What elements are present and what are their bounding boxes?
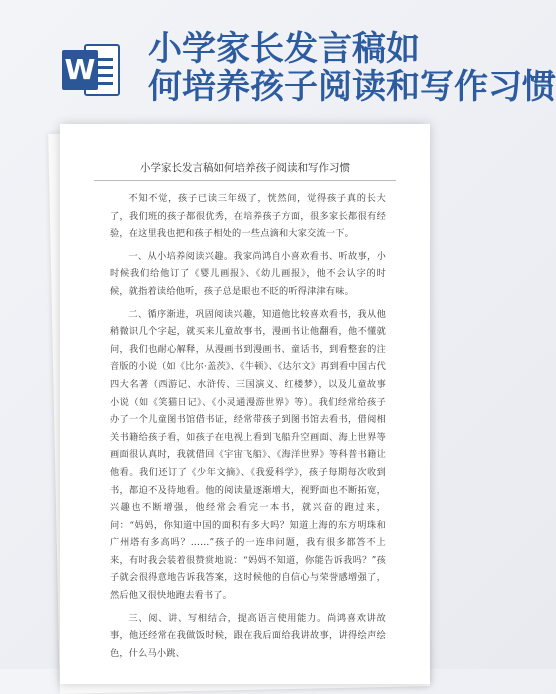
- document-title: 小学家长发言稿如何培养孩子阅读和写作习惯: [140, 162, 350, 174]
- document-body: [110, 190, 386, 667]
- paragraph: 三、阅、讲、写相结合，提高语言使用能力。尚鸿喜欢讲故事，他还经常在我做饭时候，跟在我后面给我讲故事，讲得绘声绘色，什么马小跳、: [110, 612, 386, 659]
- word-logo: [62, 42, 120, 98]
- title-divider: [94, 180, 396, 181]
- header-title-line1: 小学家长发言稿如: [148, 29, 420, 69]
- word-icon: W: [62, 50, 98, 90]
- document-page: [60, 124, 430, 684]
- header-title-line2: 何培养孩子阅读和写作习惯: [148, 67, 556, 107]
- header-title: [148, 29, 556, 107]
- paragraph: 一、从小培养阅读兴趣。我家尚鸿自小喜欢看书、听故事，小时候我们给他订了《婴儿画报》、《幼儿画报》，他不会认字的时候，就指着读给他听，孩子总是眼也不眨的听得津津有味。: [110, 250, 386, 297]
- paragraph: 二、循序渐进，巩固阅读兴趣，知道他比较喜欢看书，我从他稍微识几个字起，就买来儿童故事书，漫画书让他翻看，他不懂就问，我们也耐心解释，从漫画书到漫画书、童话书，到看整套的注音版的小说（如《比尔·盖茨》、《牛顿》、《达尔文》再到看中国古代四大名著（西游记、水浒传、三国演义、红楼梦），以及儿童故事小说（如《笑猫日记》、《小灵通漫游世界》等）。我们经常给孩子办了一个儿童图书馆借书证，经常带孩子到图书馆去看书，借阅相关书籍给孩子看，如孩子在电视上看到飞船升空画面、海上世界等画面很认真时，我就借回《宇宙飞船》、《海洋世界》等科普书籍让他看。我们还订了《少年文摘》、《我爱科学》，孩子每期每次收到书，都迫不及待地看。他的阅读量逐渐增大，视野面也不断拓宽，兴趣也不断增强，他经常会看完一本书，就兴奋的跑过来，问：“妈妈，你知道中国的面积有多大吗？知道上海的东方明珠和广州塔有多高吗？……”孩子的一连串问题，我有很多都答不上来，有时我会装着很赞赏地说：“妈妈不知道，你能告诉我吗？”孩子就会很得意地告诉我答案，这时候他的自信心与荣誉感增强了，然后他又很快地跑去看书了。: [110, 308, 386, 602]
- paragraph: 不知不觉，孩子已读三年级了，恍然间，觉得孩子真的长大了，我们班的孩子都很优秀，在培养孩子方面，很多家长都很有经验，在这里我也把和孩子相处的一些点滴和大家交流一下。: [110, 193, 386, 240]
